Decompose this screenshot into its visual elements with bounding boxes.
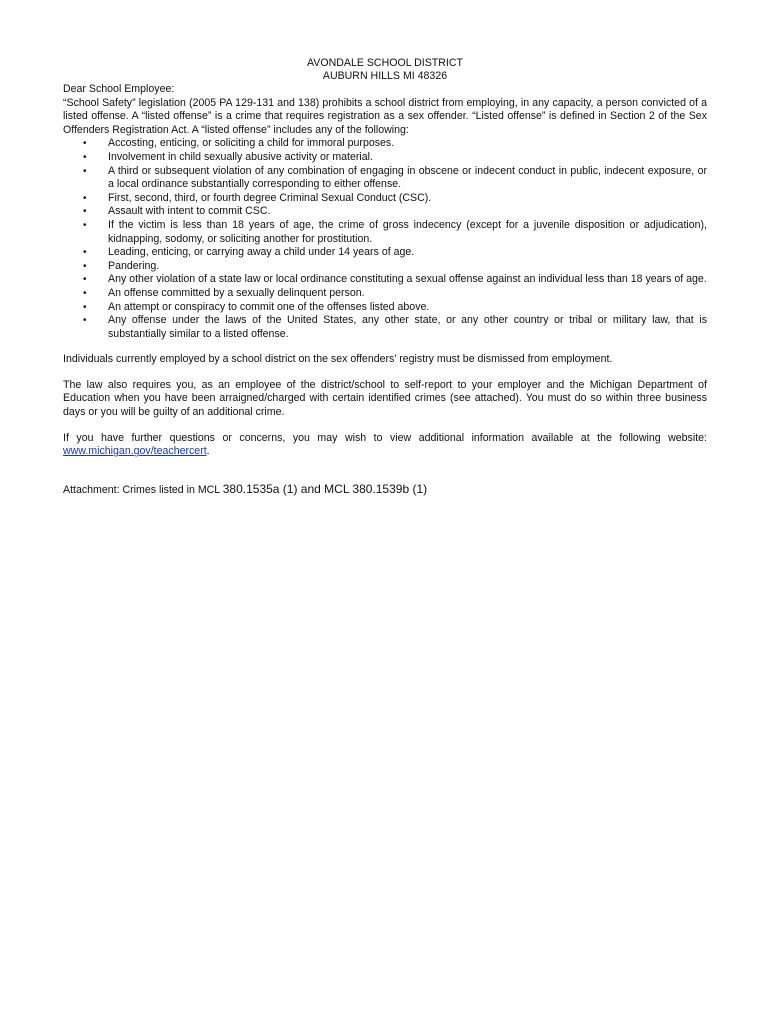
attachment-note [63,483,707,498]
offense-item [63,205,707,219]
offense-item [63,260,707,274]
offense-text: Involvement in child sexually abusive activity or material. [108,150,373,163]
greeting: Dear School Employee: [63,83,175,95]
offense-text: Pandering. [108,259,160,272]
offense-text: An attempt or conspiracy to commit one of the offenses listed above. [108,300,430,313]
intro-paragraph: “School Safety” legislation (2005 PA 129-131 and 138) prohibits a school district from employing, in any capacity, a person convicted of a listed offense. A “listed offense” is a crime that requires registration as a sex offender. “Listed offense” is defined in Section 2 of the Sex Offenders Registration Act. A “listed offense” includes any of the following: [63,96,707,136]
offense-text: Assault with intent to commit CSC. [108,205,271,218]
bullet-icon: • [83,301,87,313]
questions-end: . [206,445,210,458]
letter-page [63,57,707,497]
offense-text: First, second, third, or fourth degree Criminal Sexual Conduct (CSC). [108,191,432,204]
bullet-icon: • [83,274,87,286]
offense-list [63,137,707,341]
questions-paragraph [63,432,707,459]
offense-item [63,301,707,315]
offense-text: Leading, enticing, or carrying away a child under 14 years of age. [108,246,415,259]
bullet-icon: • [83,165,87,177]
attachment-ref: 380.1535a (1) and MCL 380.1539b (1) [222,481,428,496]
offense-text: Accosting, enticing, or soliciting a child for immoral purposes. [108,137,395,150]
offense-item [63,165,707,192]
offense-text: A third or subsequent violation of any combination of engaging in obscene or indecent conduct in public, indecent exposure, or a local ordinance substantially corresponding to either offense. [108,164,707,191]
questions-text: If you have further questions or concerns, you may wish to view additional information available at the following website: [63,431,707,444]
offense-item [63,273,707,287]
bullet-icon: • [83,192,87,204]
offense-item [63,219,707,246]
offense-text: Any other violation of a state law or local ordinance constituting a sexual offense against an individual less than 18 years of age. [108,273,707,286]
attachment-label: Attachment: Crimes listed in MCL [63,483,223,496]
offense-item [63,246,707,260]
offense-item [63,314,707,341]
bullet-icon: • [83,219,87,231]
bullet-icon: • [83,151,87,163]
bullet-icon: • [83,138,87,150]
offense-text: If the victim is less than 18 years of age, the crime of gross indecency (except for a juvenile disposition or adjudication), kidnapping, sodomy, or soliciting another for prostitution. [108,218,707,245]
offense-item [63,192,707,206]
offense-text: Any offense under the laws of the United States, any other state, or any other country or tribal or military law, that is substantially similar to a listed offense. [108,314,707,340]
letterhead [63,57,707,83]
district-name: AVONDALE SCHOOL DISTRICT [307,57,463,69]
offense-item [63,151,707,165]
offense-item [63,137,707,151]
bullet-icon: • [83,287,87,299]
self-report-paragraph: The law also requires you, as an employee of the district/school to self-report to your employer and the Michigan Department of Education when you have been arraigned/charged with certain identified crimes (see attached). You must do so within three business days or you will be guilty of an additional crime. [63,378,707,419]
bullet-icon: • [83,206,87,218]
bullet-icon: • [83,315,87,327]
dismissal-paragraph: Individuals currently employed by a school district on the sex offenders’ registry must be dismissed from employment. [63,353,613,366]
offense-text: An offense committed by a sexually delinquent person. [108,286,365,299]
bullet-icon: • [83,247,87,259]
district-address: AUBURN HILLS MI 48326 [322,70,448,82]
teachercert-link[interactable]: www.michigan.gov/teachercert [63,445,207,458]
bullet-icon: • [83,260,87,272]
offense-item [63,287,707,301]
